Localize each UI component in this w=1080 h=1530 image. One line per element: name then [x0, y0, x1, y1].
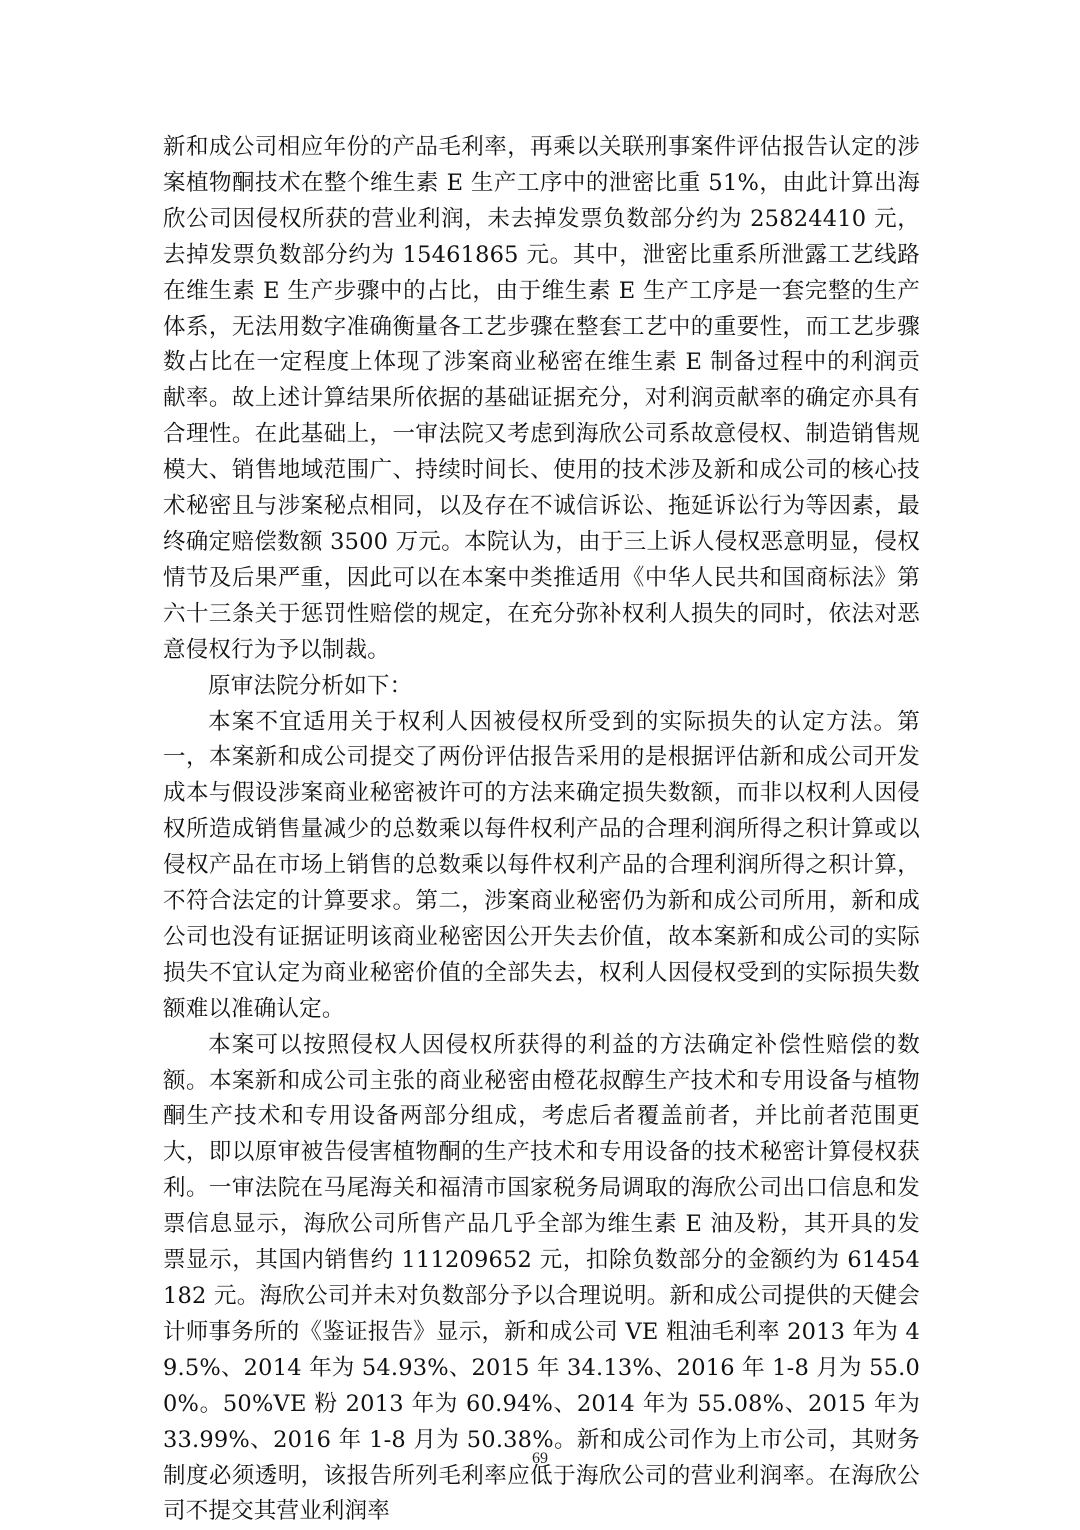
paragraph-infringement-profit: 本案可以按照侵权人因侵权所获得的利益的方法确定补偿性赔偿的数额。本案新和成公司主张的商业秘密由橙花叔醇生产技术和专用设备与植物酮生产技术和专用设备两部分组成，考虑后者覆盖前者，并比前者范围更大，即以原审被告侵害植物酮的生产技术和专用设备的技术秘密计算侵权获利。一审法院在马尾海关和福清市国家税务局调取的海欣公司出口信息和发票信息显示，海欣公司所售产品几乎全部为维生素 E 油及粉，其开具的发票显示，其国内销售约 111209652 元，扣除负数部分的金额约为 61454182 元。海欣公司并未对负数部分予以合理说明。新和成公司提供的天健会计师事务所的《鉴证报告》显示，新和成公司 VE 粗油毛利率 2013 年为 49.5%、2014 年为 54.93%、2015 年 34.13%、2016 年 1-8 月为 55.00%。50%VE 粉 2013 年为 60.94%、2014 年为 55.08%、2015 年为 33.99%、2016 年 1-8 月为 50.38%。新和成公司作为上市公司，其财务制度必须透明，该报告所列毛利率应低于海欣公司的营业利润率。在海欣公司不提交其营业利润率	[163, 1031, 920, 1525]
paragraph-analysis-intro: 原审法院分析如下：	[208, 672, 413, 699]
page-number: 69	[532, 1450, 548, 1467]
paragraph-actual-loss: 本案不宜适用关于权利人因被侵权所受到的实际损失的认定方法。第一，本案新和成公司提交了两份评估报告采用的是根据评估新和成公司开发成本与假设涉案商业秘密被许可的方法来确定损失数额，而非以权利人因侵权所造成销售量减少的总数乘以每件权利产品的合理利润所得之积计算或以侵权产品在市场上销售的总数乘以每件权利产品的合理利润所得之积计算，不符合法定的计算要求。第二，涉案商业秘密仍为新和成公司所用，新和成公司也没有证据证明该商业秘密因公开失去价值，故本案新和成公司的实际损失不宜认定为商业秘密价值的全部失去，权利人因侵权受到的实际损失数额难以准确认定。	[163, 708, 920, 1022]
paragraph-continuation: 新和成公司相应年份的产品毛利率，再乘以关联刑事案件评估报告认定的涉案植物酮技术在整个维生素 E 生产工序中的泄密比重 51%，由此计算出海欣公司因侵权所获的营业利润，未去掉发票负数部分约为 25824410 元，去掉发票负数部分约为 15461865 元。其中，泄密比重系所泄露工艺线路在维生素 E 生产步骤中的占比，由于维生素 E 生产工序是一套完整的生产体系，无法用数字准确衡量各工艺步骤在整套工艺中的重要性，而工艺步骤数占比在一定程度上体现了涉案商业秘密在维生素 E 制备过程中的利润贡献率。故上述计算结果所依据的基础证据充分，对利润贡献率的确定亦具有合理性。在此基础上，一审法院又考虑到海欣公司系故意侵权、制造销售规模大、销售地域范围广、持续时间长、使用的技术涉及新和成公司的核心技术秘密且与涉案秘点相同，以及存在不诚信诉讼、拖延诉讼行为等因素，最终确定赔偿数额 3500 万元。本院认为，由于三上诉人侵权恶意明显，侵权情节及后果严重，因此可以在本案中类推适用《中华人民共和国商标法》第六十三条关于惩罚性赔偿的规定，在充分弥补权利人损失的同时，依法对恶意侵权行为予以制裁。	[163, 134, 920, 663]
document-body	[163, 130, 920, 1530]
